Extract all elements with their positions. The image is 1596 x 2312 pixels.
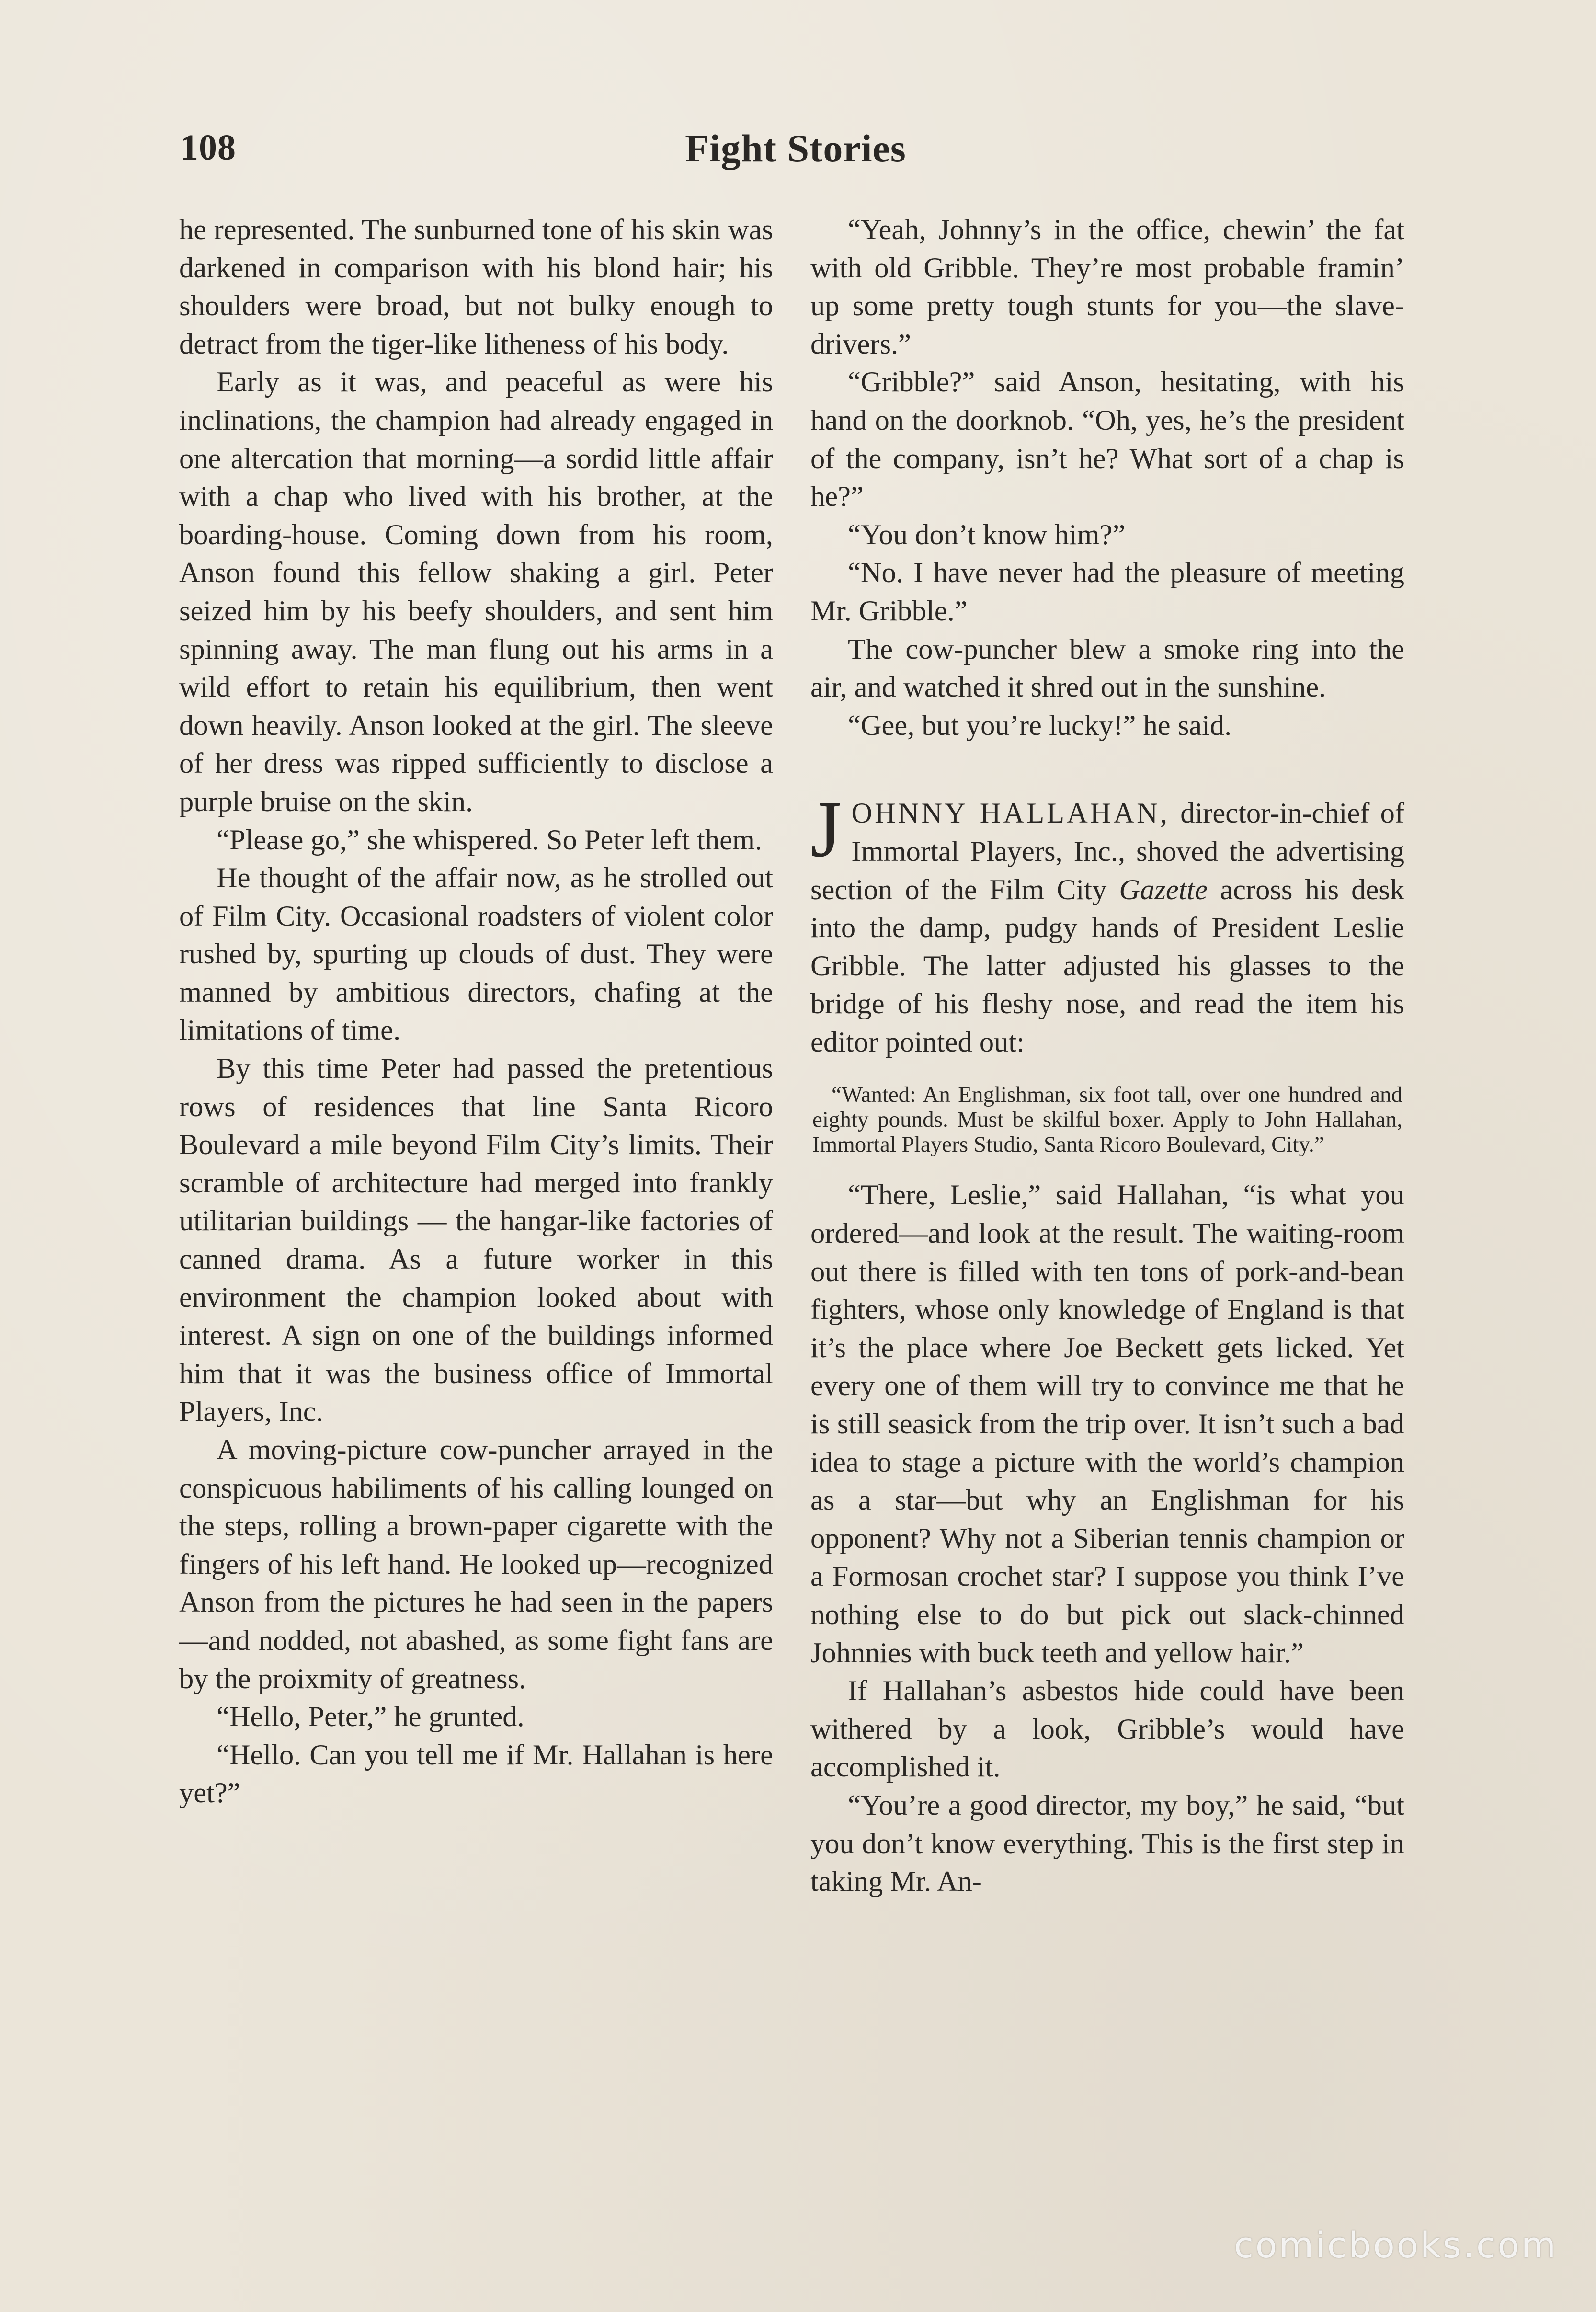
- opening-text-continued: across his desk into the damp, pudgy hands of President Leslie Gribble. The latter adjusted his glasses to the bridge of his fleshy nose, and read the item his editor pointed out:: [810, 873, 1404, 1058]
- paragraph: “No. I have never had the pleasure of meeting Mr. Gribble.”: [810, 557, 1404, 627]
- paragraph: A moving-picture cow-puncher arrayed in the conspicuous habiliments of his calling lounged on the steps, rolling a brown-paper cigarette with the fingers of his left hand. He looked up—recognized Anson from the pictures he had seen in the papers—and nodded, not abashed, as some fight fans are by the proixmity of greatness.: [179, 1434, 773, 1695]
- paragraph: “Please go,” she whispered. So Peter left them.: [217, 824, 763, 856]
- page-number: 108: [180, 127, 236, 168]
- paragraph: “You’re a good director, my boy,” he said, “but you don’t know everything. This is the first step in taking Mr. An-: [810, 1789, 1404, 1898]
- advertisement-quote: [812, 1082, 1402, 1157]
- paragraph: “There, Leslie,” said Hallahan, “is what you ordered—and look at the result. The waiting-room out there is filled with ten tons of pork-and-bean fighters, whose only knowledge of England is that it’s the place where Joe Beckett gets licked. Yet every one of them will try to convince me that he is still seasick from the trip over. It isn’t such a bad idea to stage a picture with the world’s champion as a star—but why an Englishman for his opponent? Why not a Siberian tennis champion or a Formosan crochet star? I suppose you think I’ve nothing else to do but pick out slack-chinned Johnnies with buck teeth and yellow hair.”: [810, 1179, 1404, 1669]
- paragraph: “Hello. Can you tell me if Mr. Hallahan is here yet?”: [179, 1739, 773, 1809]
- newspaper-title: Gazette: [1119, 873, 1208, 906]
- paragraph: If Hallahan’s asbestos hide could have been withered by a look, Gribble’s would have accomplished it.: [810, 1675, 1404, 1784]
- paragraph: The cow-puncher blew a smoke ring into the air, and watched it shred out in the sunshine.: [810, 633, 1404, 704]
- paragraph: “Gee, but you’re lucky!” he said.: [848, 709, 1232, 742]
- paragraph: By this time Peter had passed the pretentious rows of residences that line Santa Ricoro Boulevard a mile beyond Film City’s limits. Their scramble of architecture had merged into frankly utilitarian buildings — the hangar-like factories of canned drama. As a future worker in this environment the champion looked about with interest. A sign on one of the buildings informed him that it was the business office of Immortal Players, Inc.: [179, 1053, 773, 1428]
- section-break: [810, 744, 1404, 794]
- paragraph: he represented. The sunburned tone of his skin was darkened in comparison with his blond hair; his shoulders were broad, but not bulky enough to detract from the tiger-like litheness of his body.: [179, 214, 773, 360]
- opening-smallcaps: OHNNY HALLAHAN,: [851, 797, 1170, 830]
- opening-text: director-in-chief of Immortal Players, Inc., shoved the advertising section of the Film City: [810, 797, 1404, 906]
- paragraph: “You don’t know him?”: [848, 518, 1126, 551]
- running-title: Fight Stories: [685, 126, 906, 170]
- paragraph: “Gribble?” said Anson, hesitating, with his hand on the doorknob. “Oh, yes, he’s the president of the company, isn’t he? What sort of a chap is he?”: [810, 366, 1404, 513]
- advertisement-text: “Wanted: An Englishman, six foot tall, over one hundred and eighty pounds. Must be skilful boxer. Apply to John Hallahan, Immortal Players Studio, Santa Ricoro Boulevard, City.”: [812, 1082, 1402, 1157]
- paragraph: “Hello, Peter,” he grunted.: [217, 1701, 524, 1733]
- drop-cap: J: [810, 785, 842, 874]
- left-column: [179, 211, 773, 1812]
- section-opening-paragraph: [810, 785, 1404, 1061]
- paragraph: He thought of the affair now, as he strolled out of Film City. Occasional roadsters of violent color rushed by, spurting up clouds of dust. They were manned by ambitious directors, chafing at the limitations of time.: [179, 862, 773, 1047]
- paragraph: Early as it was, and peaceful as were his inclinations, the champion had already engaged in one altercation that morning—a sordid little affair with a chap who lived with his brother, at the boarding-house. Coming down from his room, Anson found this fellow shaking a girl. Peter seized him by his beefy shoulders, and sent him spinning away. The man flung out his arms in a wild effort to retain his equilibrium, then went down heavily. Anson looked at the girl. The sleeve of her dress was ripped sufficiently to disclose a purple bruise on the skin.: [179, 366, 773, 818]
- paragraph: “Yeah, Johnny’s in the office, chewin’ the fat with old Gribble. They’re most probable framin’ up some pretty tough stunts for you—the slave-drivers.”: [810, 214, 1404, 360]
- page-header: [180, 122, 1411, 175]
- watermark: comicbooks.com: [1234, 2225, 1558, 2266]
- right-column: [810, 211, 1404, 1901]
